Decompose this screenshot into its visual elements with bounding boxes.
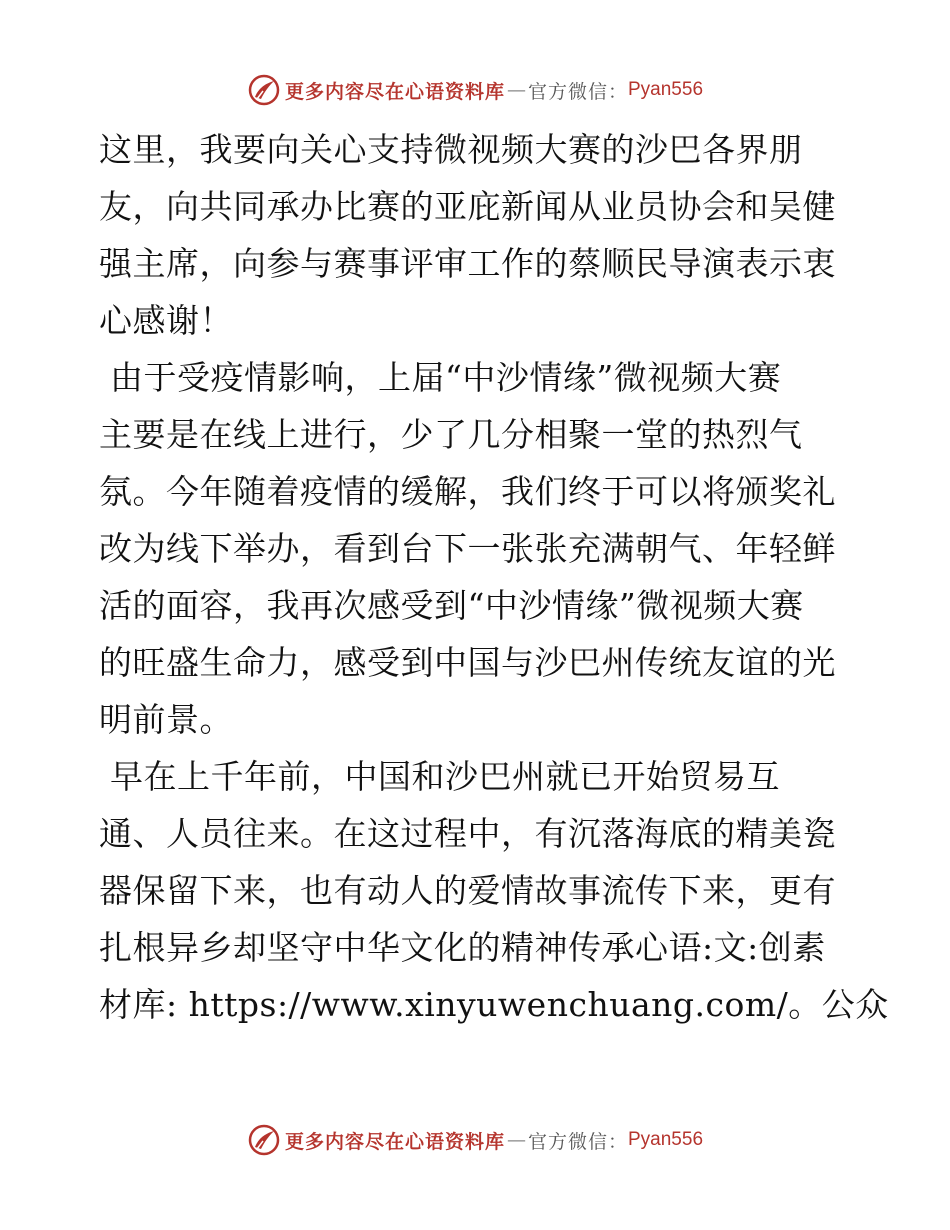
text-line: 活的面容，我再次感受到“中沙情缘”微视频大赛	[99, 586, 804, 625]
footer-banner	[0, 1120, 950, 1160]
text-line: 早在上千年前，中国和沙巴州就已开始贸易互	[99, 757, 780, 796]
text-line: 器保留下来，也有动人的爱情故事流传下来，更有	[99, 871, 836, 910]
paragraph-1	[99, 121, 859, 349]
text-line: 明前景。	[99, 700, 233, 739]
paragraph-2	[99, 349, 859, 748]
text-line: 改为线下举办，看到台下一张张充满朝气、年轻鲜	[99, 529, 836, 568]
text-line: 扎根异乡却坚守中华文化的精神传承心语:文:创素	[99, 928, 826, 967]
text-line: 通、人员往来。在这过程中，有沉落海底的精美瓷	[99, 814, 836, 853]
text-line: 强主席，向参与赛事评审工作的蔡顺民导演表示衷	[99, 244, 836, 283]
text-line: 友，向共同承办比赛的亚庇新闻从业员协会和吴健	[99, 187, 836, 226]
text-line: 由于受疫情影响，上届“中沙情缘”微视频大赛	[99, 358, 782, 397]
footer-dash: —	[506, 1129, 526, 1151]
document-body	[99, 121, 889, 1033]
footer-wechat-id: Pyan556	[628, 1129, 704, 1150]
header-banner	[0, 70, 950, 110]
footer-brand-text: 更多内容尽在心语资料库	[284, 1130, 505, 1153]
brand-logo-icon	[247, 1123, 281, 1157]
text-line: 的旺盛生命力，感受到中国与沙巴州传统友谊的光	[99, 643, 836, 682]
footer-official-label: 官方微信：	[527, 1130, 628, 1153]
header-official-label: 官方微信：	[527, 80, 628, 103]
header-brand-text: 更多内容尽在心语资料库	[284, 80, 505, 103]
text-line: 材库: https://www.xinyuwenchuang.com/。公众	[99, 985, 889, 1024]
paragraph-3	[99, 748, 889, 1033]
text-line: 氛。今年随着疫情的缓解，我们终于可以将颁奖礼	[99, 472, 836, 511]
text-line: 心感谢！	[99, 301, 233, 340]
brand-logo-icon	[247, 73, 281, 107]
text-line: 这里，我要向关心支持微视频大赛的沙巴各界朋	[99, 130, 803, 169]
header-dash: —	[506, 79, 526, 101]
text-line: 主要是在线上进行，少了几分相聚一堂的热烈气	[99, 415, 803, 454]
header-wechat-id: Pyan556	[628, 79, 704, 100]
